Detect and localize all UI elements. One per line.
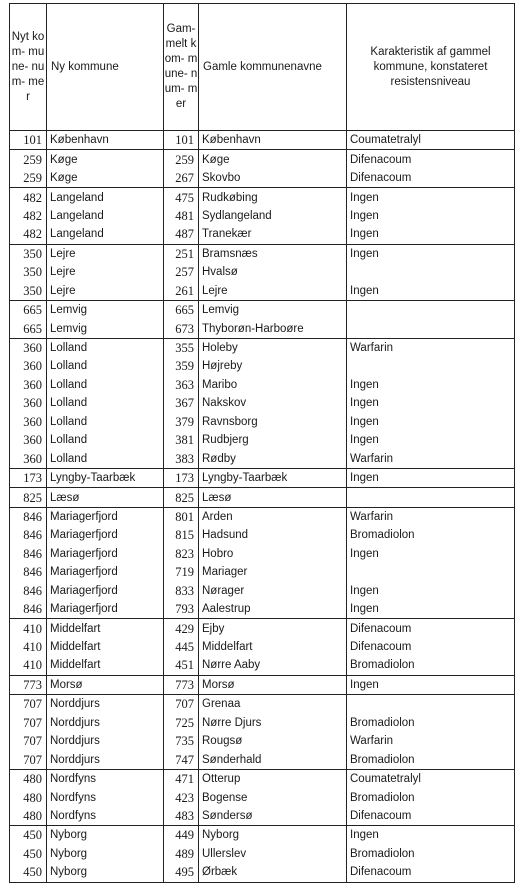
- old-name-cell: Rudkøbing: [199, 188, 347, 207]
- old-name-cell: Grenaa: [199, 695, 347, 714]
- table-row: [10, 244, 515, 263]
- new-name-cell: Lemvig: [47, 319, 164, 338]
- old-name-cell: Ørbæk: [199, 863, 347, 882]
- resistance-cell: Coumatetralyl: [347, 131, 515, 150]
- old-name-cell: Ullerslev: [199, 845, 347, 863]
- old-number-cell: 445: [164, 638, 199, 656]
- old-number-cell: 359: [164, 357, 199, 375]
- table-row: [10, 338, 515, 357]
- resistance-cell: [347, 263, 515, 281]
- old-number-cell: 815: [164, 526, 199, 544]
- resistance-cell: Ingen: [347, 468, 515, 487]
- resistance-cell: Ingen: [347, 431, 515, 449]
- new-number-cell: 480: [10, 807, 47, 826]
- old-name-cell: Rødby: [199, 449, 347, 468]
- table-row: [10, 714, 515, 732]
- resistance-cell: Ingen: [347, 675, 515, 694]
- new-name-cell: Nyborg: [47, 826, 164, 845]
- new-name-cell: Lolland: [47, 357, 164, 375]
- new-name-cell: Middelfart: [47, 619, 164, 638]
- table-row: [10, 545, 515, 563]
- old-number-cell: 489: [164, 845, 199, 863]
- old-number-cell: 825: [164, 488, 199, 507]
- new-name-cell: Læsø: [47, 488, 164, 507]
- old-number-cell: 379: [164, 413, 199, 431]
- header-characteristic: Karakteristik af gammel kommune, konstateret resistensniveau: [347, 4, 515, 131]
- old-number-cell: 487: [164, 225, 199, 244]
- old-number-cell: 257: [164, 263, 199, 281]
- resistance-cell: Ingen: [347, 394, 515, 412]
- old-name-cell: Ejby: [199, 619, 347, 638]
- new-number-cell: 846: [10, 526, 47, 544]
- table-row: [10, 150, 515, 169]
- old-name-cell: Sønderhald: [199, 750, 347, 769]
- resistance-cell: Ingen: [347, 582, 515, 600]
- table-row: [10, 394, 515, 412]
- resistance-cell: Bromadiolon: [347, 656, 515, 675]
- old-name-cell: Arden: [199, 507, 347, 526]
- old-number-cell: 451: [164, 656, 199, 675]
- resistance-cell: Warfarin: [347, 507, 515, 526]
- table-row: [10, 863, 515, 882]
- old-name-cell: Holeby: [199, 338, 347, 357]
- old-name-cell: Thyborøn-Harboøre: [199, 319, 347, 338]
- new-number-cell: 360: [10, 376, 47, 394]
- header-new-number: Nyt kom- mune- num- mer: [10, 4, 47, 131]
- old-number-cell: 449: [164, 826, 199, 845]
- new-number-cell: 410: [10, 619, 47, 638]
- new-name-cell: Mariagerfjord: [47, 526, 164, 544]
- resistance-cell: [347, 357, 515, 375]
- new-name-cell: Nordfyns: [47, 788, 164, 806]
- resistance-cell: [347, 488, 515, 507]
- new-number-cell: 360: [10, 449, 47, 468]
- old-name-cell: Mariager: [199, 563, 347, 581]
- table-row: [10, 582, 515, 600]
- resistance-cell: Ingen: [347, 207, 515, 225]
- table-row: [10, 431, 515, 449]
- new-number-cell: 665: [10, 319, 47, 338]
- new-number-cell: 450: [10, 845, 47, 863]
- new-number-cell: 350: [10, 282, 47, 301]
- table-row: [10, 526, 515, 544]
- old-name-cell: København: [199, 131, 347, 150]
- old-number-cell: 355: [164, 338, 199, 357]
- old-number-cell: 793: [164, 600, 199, 619]
- new-name-cell: Mariagerfjord: [47, 545, 164, 563]
- old-name-cell: Tranekær: [199, 225, 347, 244]
- new-name-cell: Norddjurs: [47, 732, 164, 750]
- old-number-cell: 719: [164, 563, 199, 581]
- table-row: [10, 207, 515, 225]
- new-number-cell: 360: [10, 357, 47, 375]
- table-row: [10, 300, 515, 319]
- old-number-cell: 773: [164, 675, 199, 694]
- new-name-cell: Mariagerfjord: [47, 582, 164, 600]
- new-number-cell: 410: [10, 638, 47, 656]
- new-name-cell: Lemvig: [47, 300, 164, 319]
- table-body: [10, 131, 515, 883]
- new-name-cell: Mariagerfjord: [47, 507, 164, 526]
- old-number-cell: 259: [164, 150, 199, 169]
- old-number-cell: 481: [164, 207, 199, 225]
- old-number-cell: 725: [164, 714, 199, 732]
- resistance-cell: Coumatetralyl: [347, 769, 515, 788]
- old-number-cell: 735: [164, 732, 199, 750]
- new-number-cell: 350: [10, 263, 47, 281]
- old-name-cell: Nørre Aaby: [199, 656, 347, 675]
- new-name-cell: Nyborg: [47, 845, 164, 863]
- new-number-cell: 360: [10, 413, 47, 431]
- new-name-cell: Norddjurs: [47, 714, 164, 732]
- new-number-cell: 101: [10, 131, 47, 150]
- new-number-cell: 846: [10, 507, 47, 526]
- old-number-cell: 367: [164, 394, 199, 412]
- new-name-cell: Middelfart: [47, 656, 164, 675]
- resistance-cell: Ingen: [347, 225, 515, 244]
- new-number-cell: 360: [10, 431, 47, 449]
- old-number-cell: 101: [164, 131, 199, 150]
- new-name-cell: Middelfart: [47, 638, 164, 656]
- resistance-cell: Difenacoum: [347, 619, 515, 638]
- resistance-cell: [347, 695, 515, 714]
- old-name-cell: Lyngby-Taarbæk: [199, 468, 347, 487]
- table-row: [10, 357, 515, 375]
- table-row: [10, 826, 515, 845]
- old-number-cell: 495: [164, 863, 199, 882]
- old-name-cell: Ravnsborg: [199, 413, 347, 431]
- resistance-cell: Warfarin: [347, 449, 515, 468]
- old-number-cell: 261: [164, 282, 199, 301]
- old-name-cell: Bogense: [199, 788, 347, 806]
- old-name-cell: Bramsnæs: [199, 244, 347, 263]
- header-old-name: Gamle kommunenavne: [199, 4, 347, 131]
- resistance-cell: Ingen: [347, 244, 515, 263]
- new-name-cell: Lyngby-Taarbæk: [47, 468, 164, 487]
- table-row: [10, 638, 515, 656]
- new-name-cell: Lolland: [47, 413, 164, 431]
- resistance-cell: Bromadiolon: [347, 526, 515, 544]
- resistance-cell: Ingen: [347, 376, 515, 394]
- municipality-table: [9, 3, 515, 883]
- old-number-cell: 383: [164, 449, 199, 468]
- new-number-cell: 173: [10, 468, 47, 487]
- old-name-cell: Morsø: [199, 675, 347, 694]
- new-number-cell: 482: [10, 207, 47, 225]
- old-name-cell: Nørre Djurs: [199, 714, 347, 732]
- new-name-cell: Nyborg: [47, 863, 164, 882]
- new-number-cell: 350: [10, 244, 47, 263]
- old-number-cell: 429: [164, 619, 199, 638]
- new-number-cell: 482: [10, 225, 47, 244]
- old-number-cell: 381: [164, 431, 199, 449]
- table-header-row: [10, 4, 515, 131]
- new-number-cell: 480: [10, 788, 47, 806]
- table-row: [10, 468, 515, 487]
- old-name-cell: Højreby: [199, 357, 347, 375]
- old-name-cell: Læsø: [199, 488, 347, 507]
- resistance-cell: Ingen: [347, 188, 515, 207]
- old-name-cell: Aalestrup: [199, 600, 347, 619]
- table-row: [10, 169, 515, 188]
- old-number-cell: 823: [164, 545, 199, 563]
- old-number-cell: 833: [164, 582, 199, 600]
- table-row: [10, 413, 515, 431]
- old-name-cell: Rougsø: [199, 732, 347, 750]
- new-name-cell: Lolland: [47, 338, 164, 357]
- resistance-cell: Ingen: [347, 413, 515, 431]
- old-name-cell: Lemvig: [199, 300, 347, 319]
- old-number-cell: 801: [164, 507, 199, 526]
- table-row: [10, 732, 515, 750]
- new-number-cell: 846: [10, 545, 47, 563]
- old-name-cell: Hadsund: [199, 526, 347, 544]
- new-name-cell: København: [47, 131, 164, 150]
- table-row: [10, 507, 515, 526]
- table-row: [10, 188, 515, 207]
- old-number-cell: 251: [164, 244, 199, 263]
- new-name-cell: Mariagerfjord: [47, 600, 164, 619]
- new-name-cell: Langeland: [47, 207, 164, 225]
- new-number-cell: 665: [10, 300, 47, 319]
- new-number-cell: 707: [10, 714, 47, 732]
- old-name-cell: Hvalsø: [199, 263, 347, 281]
- table-row: [10, 656, 515, 675]
- old-number-cell: 673: [164, 319, 199, 338]
- resistance-cell: Ingen: [347, 600, 515, 619]
- new-number-cell: 480: [10, 769, 47, 788]
- new-number-cell: 450: [10, 863, 47, 882]
- old-name-cell: Sydlangeland: [199, 207, 347, 225]
- new-number-cell: 707: [10, 750, 47, 769]
- table-row: [10, 282, 515, 301]
- new-name-cell: Køge: [47, 169, 164, 188]
- resistance-cell: Ingen: [347, 826, 515, 845]
- new-number-cell: 846: [10, 582, 47, 600]
- old-number-cell: 475: [164, 188, 199, 207]
- resistance-cell: [347, 319, 515, 338]
- new-name-cell: Køge: [47, 150, 164, 169]
- old-number-cell: 665: [164, 300, 199, 319]
- new-name-cell: Lolland: [47, 394, 164, 412]
- new-number-cell: 846: [10, 563, 47, 581]
- old-name-cell: Køge: [199, 150, 347, 169]
- resistance-cell: Bromadiolon: [347, 750, 515, 769]
- new-number-cell: 707: [10, 695, 47, 714]
- table-row: [10, 263, 515, 281]
- new-number-cell: 707: [10, 732, 47, 750]
- table-row: [10, 131, 515, 150]
- table-row: [10, 225, 515, 244]
- resistance-cell: Difenacoum: [347, 863, 515, 882]
- old-number-cell: 707: [164, 695, 199, 714]
- old-name-cell: Søndersø: [199, 807, 347, 826]
- resistance-cell: Bromadiolon: [347, 788, 515, 806]
- old-name-cell: Rudbjerg: [199, 431, 347, 449]
- header-old-number: Gam- melt kom- mune- num- mer: [164, 4, 199, 131]
- old-name-cell: Middelfart: [199, 638, 347, 656]
- new-number-cell: 450: [10, 826, 47, 845]
- old-name-cell: Otterup: [199, 769, 347, 788]
- new-number-cell: 259: [10, 169, 47, 188]
- resistance-cell: Difenacoum: [347, 169, 515, 188]
- new-number-cell: 773: [10, 675, 47, 694]
- resistance-cell: Ingen: [347, 282, 515, 301]
- resistance-cell: [347, 300, 515, 319]
- new-number-cell: 825: [10, 488, 47, 507]
- old-number-cell: 483: [164, 807, 199, 826]
- new-number-cell: 360: [10, 338, 47, 357]
- new-number-cell: 846: [10, 600, 47, 619]
- new-number-cell: 410: [10, 656, 47, 675]
- old-number-cell: 363: [164, 376, 199, 394]
- new-name-cell: Nordfyns: [47, 769, 164, 788]
- table-row: [10, 769, 515, 788]
- table-row: [10, 563, 515, 581]
- new-name-cell: Norddjurs: [47, 750, 164, 769]
- old-number-cell: 267: [164, 169, 199, 188]
- old-name-cell: Hobro: [199, 545, 347, 563]
- table-row: [10, 376, 515, 394]
- old-number-cell: 423: [164, 788, 199, 806]
- new-name-cell: Nordfyns: [47, 807, 164, 826]
- new-name-cell: Langeland: [47, 225, 164, 244]
- new-name-cell: Lolland: [47, 376, 164, 394]
- new-number-cell: 360: [10, 394, 47, 412]
- table-row: [10, 488, 515, 507]
- table-row: [10, 845, 515, 863]
- new-name-cell: Lejre: [47, 282, 164, 301]
- new-name-cell: Lejre: [47, 244, 164, 263]
- old-number-cell: 173: [164, 468, 199, 487]
- header-new-name: Ny kommune: [47, 4, 164, 131]
- resistance-cell: Warfarin: [347, 338, 515, 357]
- resistance-cell: Difenacoum: [347, 807, 515, 826]
- new-name-cell: Morsø: [47, 675, 164, 694]
- resistance-cell: Bromadiolon: [347, 845, 515, 863]
- table-row: [10, 619, 515, 638]
- old-name-cell: Lejre: [199, 282, 347, 301]
- old-number-cell: 747: [164, 750, 199, 769]
- old-name-cell: Nørager: [199, 582, 347, 600]
- new-name-cell: Lolland: [47, 431, 164, 449]
- resistance-cell: Warfarin: [347, 732, 515, 750]
- table-row: [10, 675, 515, 694]
- table-row: [10, 750, 515, 769]
- table-row: [10, 695, 515, 714]
- resistance-cell: Bromadiolon: [347, 714, 515, 732]
- resistance-cell: Ingen: [347, 545, 515, 563]
- old-name-cell: Maribo: [199, 376, 347, 394]
- new-number-cell: 259: [10, 150, 47, 169]
- resistance-cell: Difenacoum: [347, 150, 515, 169]
- table-row: [10, 600, 515, 619]
- resistance-cell: Difenacoum: [347, 638, 515, 656]
- table-row: [10, 807, 515, 826]
- old-name-cell: Skovbo: [199, 169, 347, 188]
- new-name-cell: Lejre: [47, 263, 164, 281]
- resistance-cell: [347, 563, 515, 581]
- new-number-cell: 482: [10, 188, 47, 207]
- new-name-cell: Mariagerfjord: [47, 563, 164, 581]
- table-row: [10, 788, 515, 806]
- new-name-cell: Norddjurs: [47, 695, 164, 714]
- table-row: [10, 319, 515, 338]
- table-row: [10, 449, 515, 468]
- old-name-cell: Nyborg: [199, 826, 347, 845]
- old-number-cell: 471: [164, 769, 199, 788]
- new-name-cell: Langeland: [47, 188, 164, 207]
- old-name-cell: Nakskov: [199, 394, 347, 412]
- new-name-cell: Lolland: [47, 449, 164, 468]
